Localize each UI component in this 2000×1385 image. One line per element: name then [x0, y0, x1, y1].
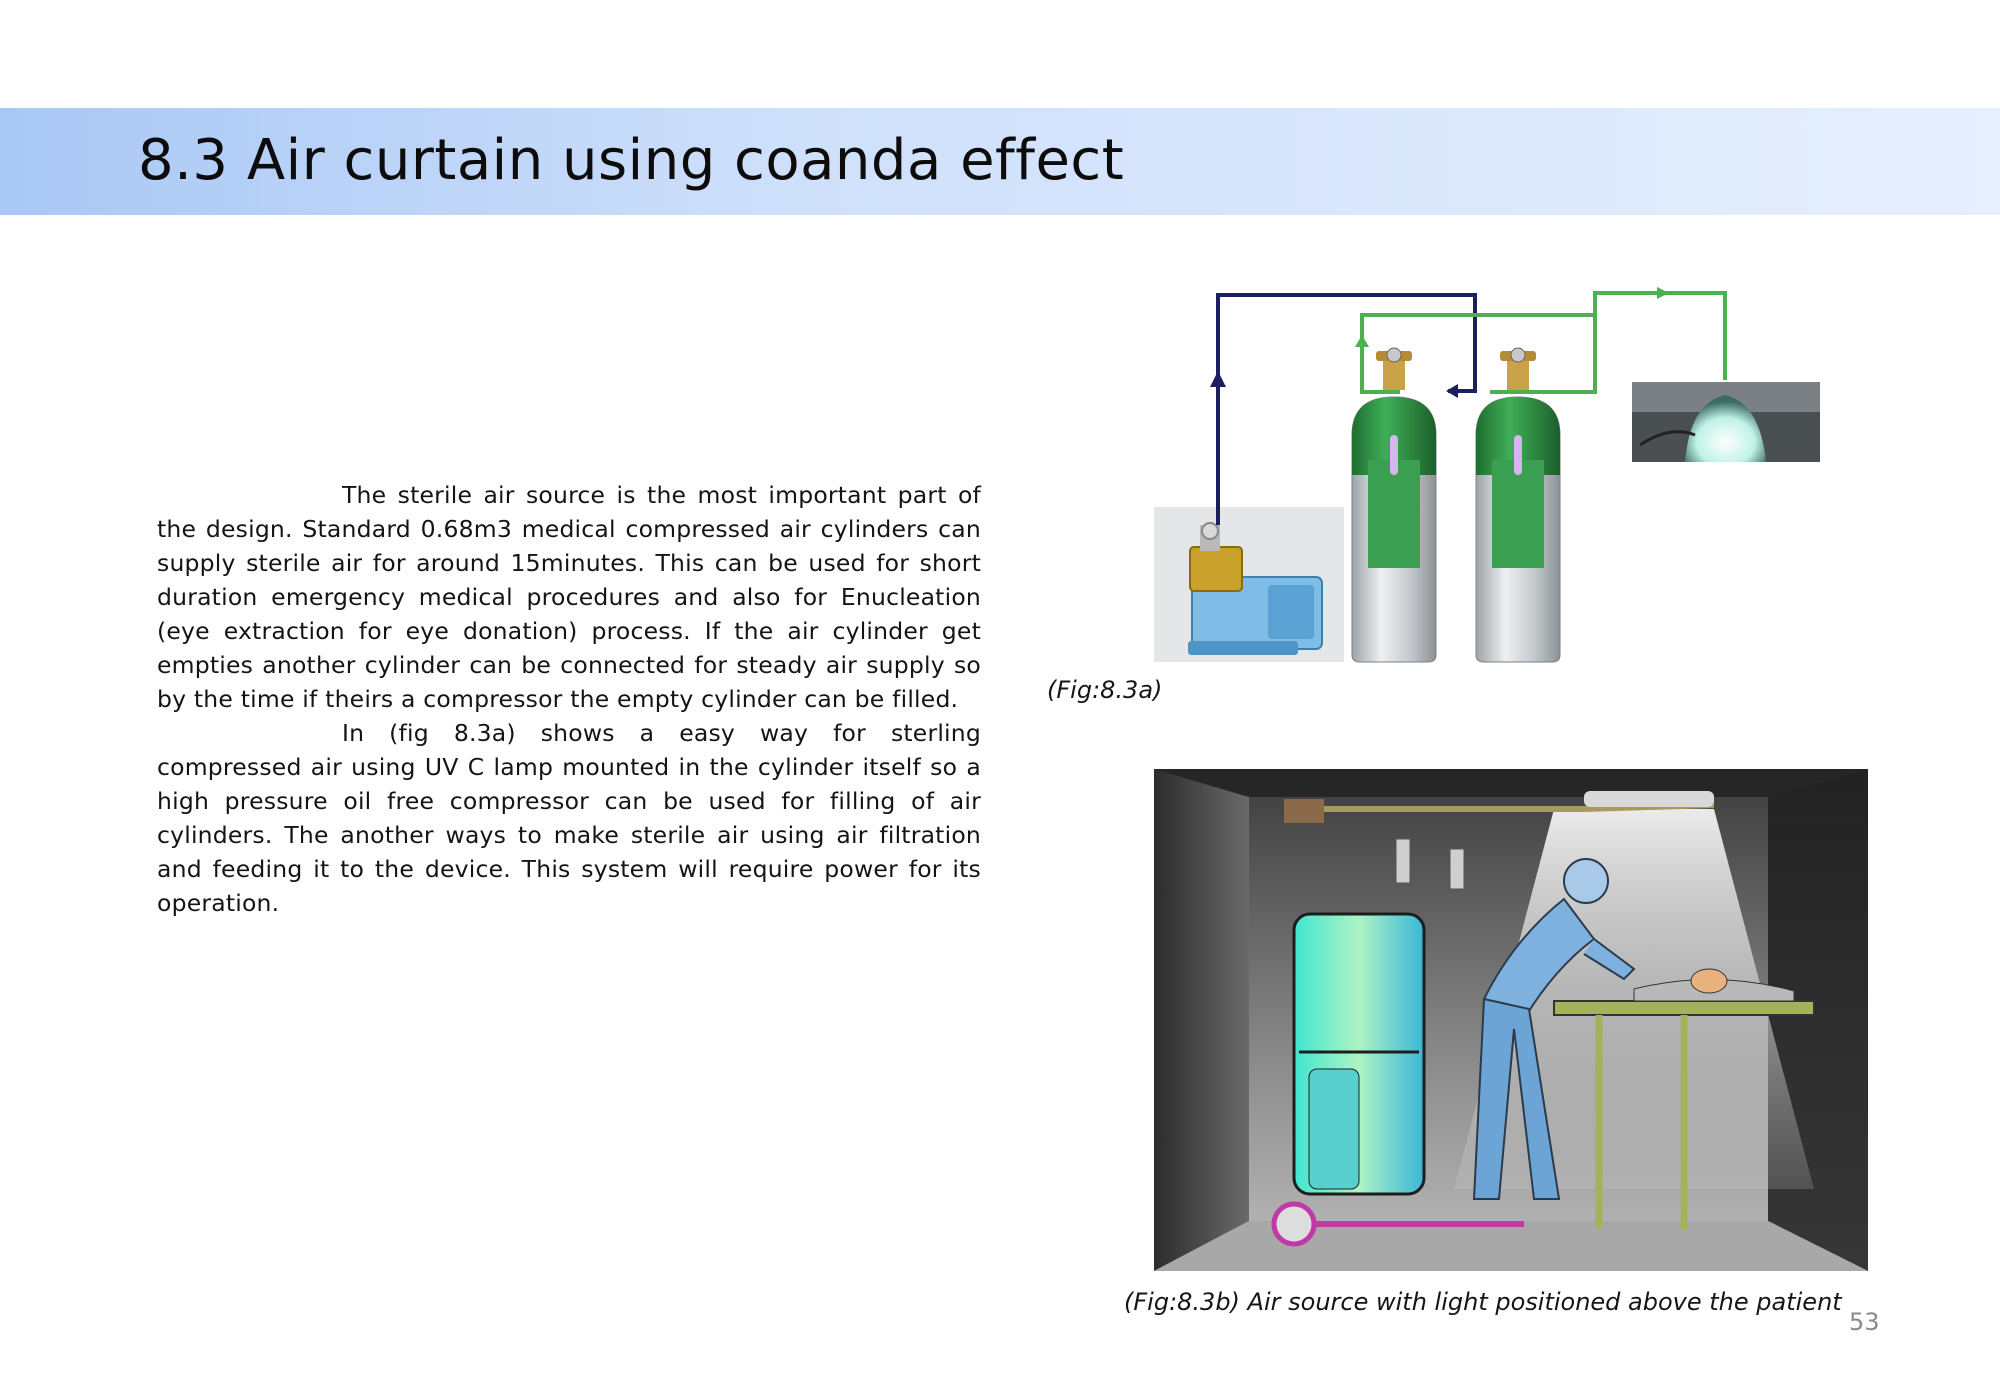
- air-cylinder-1: [1352, 348, 1436, 662]
- compressor-image: [1154, 507, 1344, 662]
- figure-8-3b: [1154, 769, 1868, 1271]
- paragraph-2: In (fig 8.3a) shows a easy way for sterling compressed air using UV C lamp mounted in the cylinder itself so a high pressure oil free compressor can be used for filling of air cylinders. The another ways to make sterile air using air filtration and feeding it to the device. This system will require power for its operation.: [157, 719, 981, 917]
- page-title: 8.3 Air curtain using coanda effect: [138, 128, 1125, 193]
- body-text: [157, 478, 981, 920]
- figure-8-3b-caption: (Fig:8.3b) Air source with light positioned above the patient: [1124, 1288, 1842, 1316]
- air-cylinder-2: [1476, 348, 1560, 662]
- figure-8-3a-caption: (Fig:8.3a): [1047, 676, 1163, 704]
- page-number: 53: [1849, 1308, 1880, 1336]
- air-curtain-lamp-image: [1632, 382, 1820, 462]
- paragraph-1: The sterile air source is the most important part of the design. Standard 0.68m3 medical compressed air cylinders can supply sterile air for around 15minutes. This can be used for short duration emergency medical procedures and also for Enucleation (eye extraction for eye donation) process. If the air cylinder get empties another cylinder can be connected for steady air supply so by the time if theirs a compressor the empty cylinder can be filled.: [157, 481, 981, 713]
- figure-8-3a: [1150, 285, 1830, 667]
